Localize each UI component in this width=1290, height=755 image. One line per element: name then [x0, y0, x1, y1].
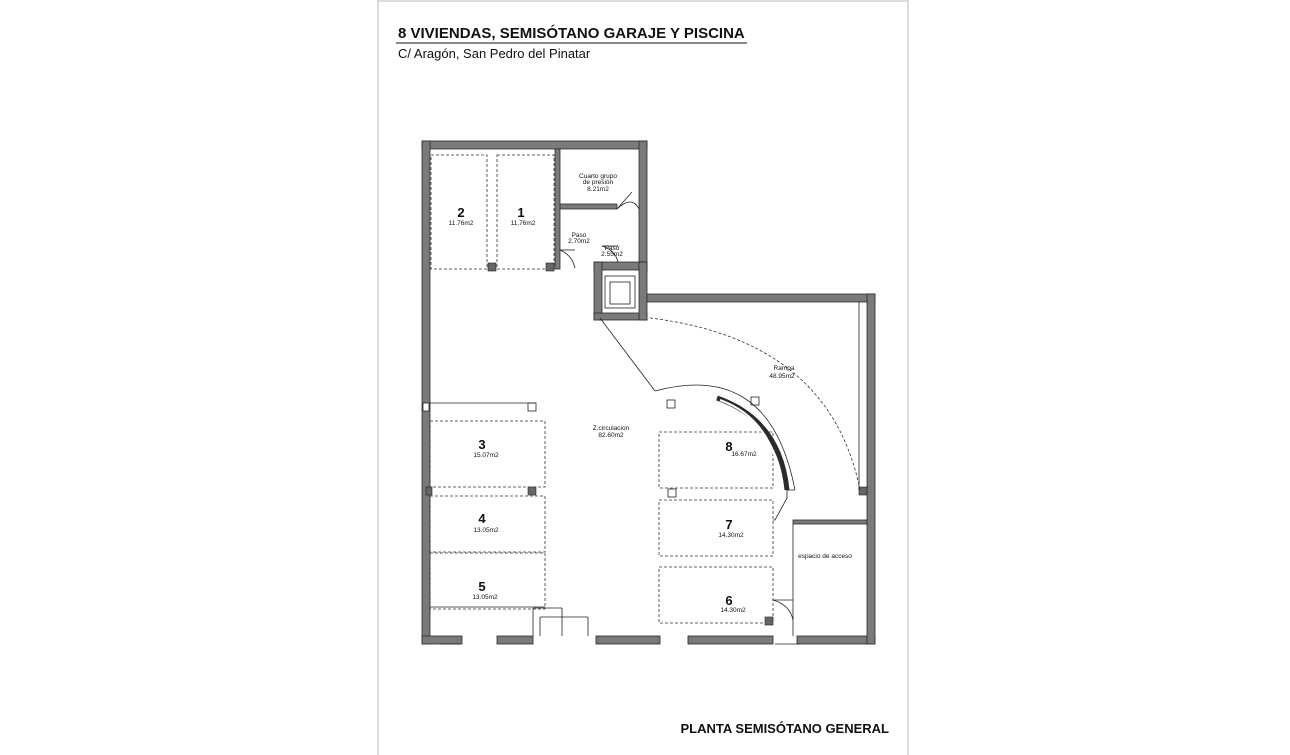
space-7-area: 14.30m2: [718, 532, 744, 539]
space-1-area: 11.76m2: [510, 220, 536, 227]
circulation-name: Z.circulacion: [592, 425, 630, 432]
rampa-area: 48.95m2: [769, 373, 795, 380]
space-3-area: 15.07m2: [473, 452, 499, 459]
pressure-room-area: 8.21m2: [587, 186, 609, 193]
paso-1-area: 2.70m2: [568, 238, 590, 245]
space-3-number: 3: [478, 437, 486, 452]
parking-outlines: [430, 155, 773, 623]
space-8-number: 8: [725, 439, 733, 454]
elevator-inner: [610, 282, 630, 304]
space-5-number: 5: [478, 579, 486, 594]
access-space-name: espacio de acceso: [798, 553, 852, 560]
space-7-number: 7: [725, 517, 733, 532]
space-4-number: 4: [478, 511, 486, 526]
thin-lines: [430, 302, 859, 644]
elevator-car: [605, 276, 635, 308]
paso-1-name: Paso: [571, 232, 587, 239]
space-2-number: 2: [457, 205, 465, 220]
plan-title: PLANTA SEMISÓTANO GENERAL: [680, 721, 889, 736]
pressure-room-name-1: Cuarto grupo: [579, 173, 617, 180]
space-2-area: 11.76m2: [448, 220, 474, 227]
space-6-area: 14.30m2: [720, 607, 746, 614]
space-4-area: 13.05m2: [473, 527, 499, 534]
walls: [422, 141, 875, 644]
space-8-area: 16.67m2: [731, 451, 757, 458]
space-1-number: 1: [517, 205, 525, 220]
project-title: 8 VIVIENDAS, SEMISÓTANO GARAJE Y PISCINA: [398, 25, 745, 42]
paso-2-name: Paso: [604, 245, 620, 252]
rampa-name: Rampa: [773, 365, 795, 372]
project-address: C/ Aragón, San Pedro del Pinatar: [398, 46, 591, 61]
space-6-number: 6: [725, 593, 733, 608]
space-5-area: 13.05m2: [472, 594, 498, 601]
pressure-room-name-2: de presión: [582, 179, 614, 186]
circulation-area: 82.60m2: [598, 432, 624, 439]
paso-2-area: 2.55m2: [601, 251, 623, 258]
